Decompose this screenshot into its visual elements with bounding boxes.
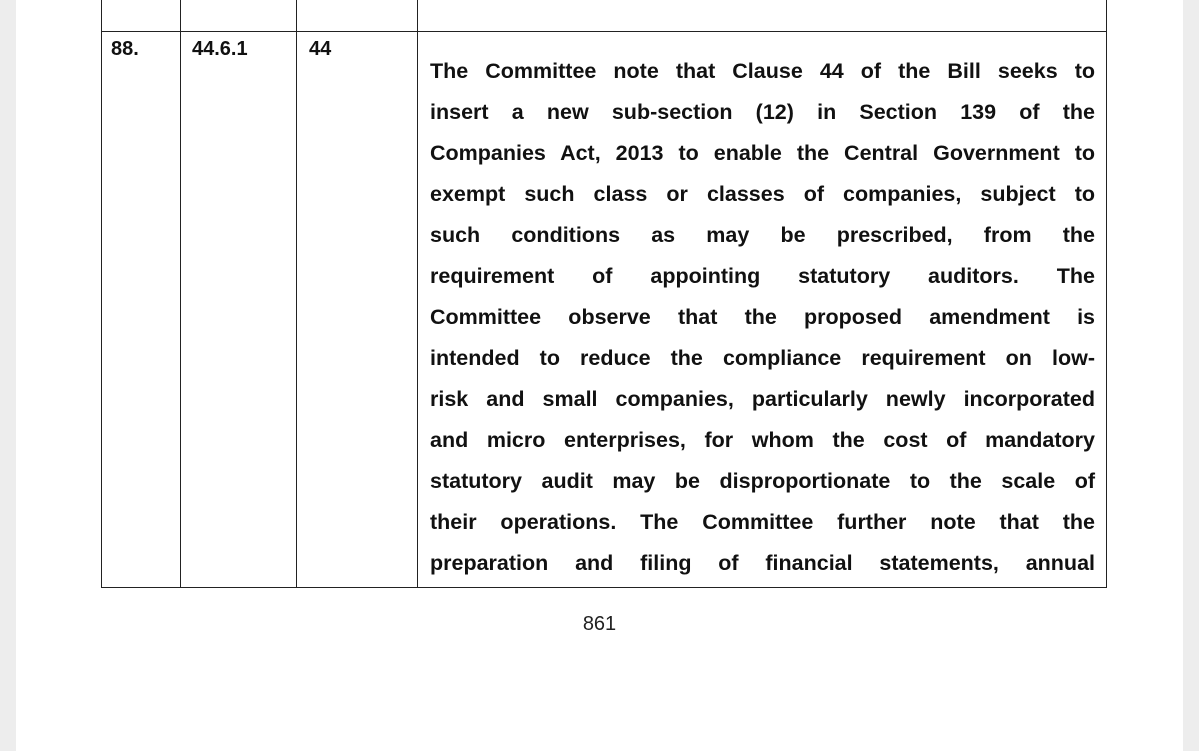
text-line: and micro enterprises, for whom the cost of mandatory — [430, 428, 1095, 452]
text-line: such conditions as may be prescribed, from the — [430, 223, 1095, 247]
table-border-left — [101, 0, 102, 588]
document-page — [16, 0, 1183, 751]
text-line: preparation and filing of financial statements, annual — [430, 551, 1095, 575]
text-line: risk and small companies, particularly newly incorporated — [430, 387, 1095, 411]
table-row-divider — [101, 31, 1107, 32]
text-line: insert a new sub-section (12) in Section 139 of the — [430, 100, 1095, 124]
para-number-cell: 44.6.1 — [192, 38, 248, 60]
text-line: statutory audit may be disproportionate to the scale of — [430, 469, 1095, 493]
text-line: Committee observe that the proposed amendment is — [430, 305, 1095, 329]
text-line: requirement of appointing statutory auditors. The — [430, 264, 1095, 288]
recommendations-table — [101, 0, 1107, 588]
text-line: their operations. The Committee further note that the — [430, 510, 1095, 534]
text-line: intended to reduce the compliance requirement on low- — [430, 346, 1095, 370]
serial-number-cell: 88. — [111, 38, 139, 60]
table-column-divider — [296, 0, 297, 588]
page-number: 861 — [582, 613, 617, 635]
text-line: The Committee note that Clause 44 of the Bill seeks to — [430, 59, 1095, 83]
table-column-divider — [417, 0, 418, 588]
table-border-bottom — [101, 587, 1107, 588]
text-line: exempt such class or classes of companies, subject to — [430, 182, 1095, 206]
table-border-right — [1106, 0, 1107, 588]
clause-number-cell: 44 — [309, 38, 332, 60]
text-line: Companies Act, 2013 to enable the Central Government to — [430, 141, 1095, 165]
observation-text — [430, 51, 1095, 584]
table-column-divider — [180, 0, 181, 588]
